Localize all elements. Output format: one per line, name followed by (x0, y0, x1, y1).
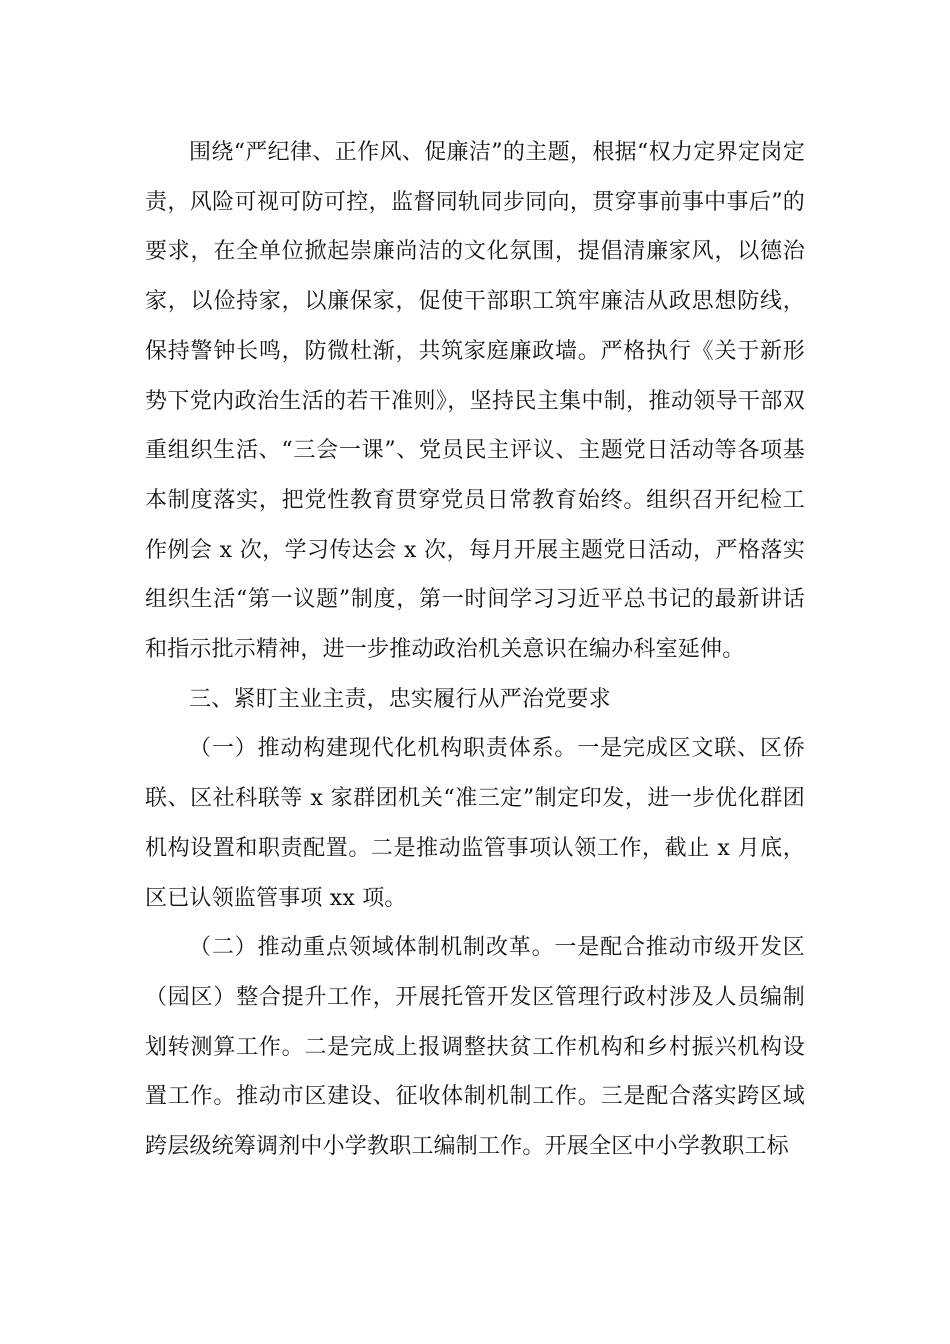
section-heading-three: 三、紧盯主业主责，忠实履行从严治党要求 (189, 686, 611, 712)
paragraph-party-discipline: 围绕“严纪律、正作风、促廉洁”的主题，根据“权力定界定岗定责，风险可视可防可控，监督同轨同步同向，贯穿事前事中事后”的要求，在全单位掀起崇廉尚洁的文化氛围，提倡清廉家风，以德治家，以俭持家，以廉保家，促使干部职工筑牢廉洁从政思想防线，保持警钟长鸣，防微杜渐，共筑家庭廉政墙。严格执行《关于新形势下党内政治生活的若干准则》，坚持民主集中制，推动领导干部双重组织生活、“三会一课”、党员民主评议、主题党日活动等各项基本制度落实，把党性教育贯穿党员日常教育始终。组织召开纪检工作例会 x 次，学习传达会 x 次，每月开展主题党日活动，严格落实组织生活“第一议题”制度，第一时间学习习近平总书记的最新讲话和指示批示精神，进一步推动政治机关意识在编办科室延伸。 (145, 140, 805, 663)
paragraph-institution-system: （一）推动构建现代化机构职责体系。一是完成区文联、区侨联、区社科联等 x 家群团机关“准三定”制定印发，进一步优化群团机构设置和职责配置。二是推动监管事项认领工作，截止 x 月底，区已认领监管事项 xx 项。 (145, 736, 805, 911)
paragraph-reform: （二）推动重点领域体制机制改革。一是配合推动市级开发区（园区）整合提升工作，开展托管开发区管理行政村涉及人员编制划转测算工作。二是完成上报调整扶贫工作机构和乡村振兴机构设置工作。推动市区建设、征收体制机制工作。三是配合落实跨区域跨层级统筹调剂中小学教职工编制工作。开展全区中小学教职工标 (145, 935, 805, 1160)
document-body (145, 128, 805, 1172)
